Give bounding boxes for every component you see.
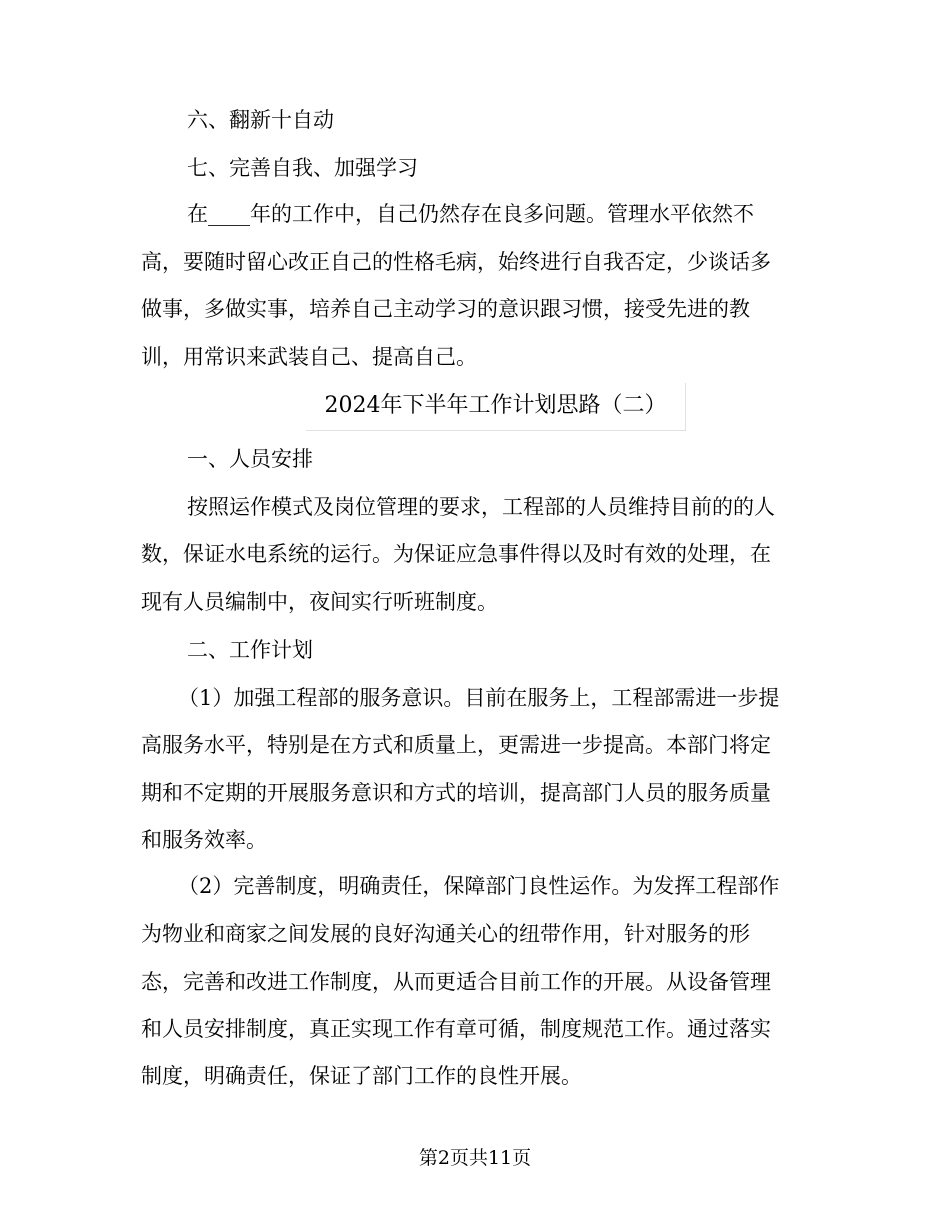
work-plan-item2-line: 为物业和商家之间发展的良好沟通关心的纽带作用，针对服务的形 [141, 922, 750, 946]
work-plan-item1-line: 高服务水平，特别是在方式和质量上，更需进一步提高。本部门将定 [141, 733, 771, 757]
work-plan-item1-line: 和服务效率。 [141, 828, 267, 852]
work-plan-item1-line: （1）加强工程部的服务意识。目前在服务上，工程部需进一步提 [178, 686, 780, 710]
work-plan-item2-line: 和人员安排制度，真正实现工作有章可循，制度规范工作。通过落实 [141, 1017, 771, 1041]
work-plan-item2-line: 制度，明确责任，保证了部门工作的良性开展。 [141, 1064, 582, 1088]
work-plan-item2-line: 态，完善和改进工作制度，从而更适合目前工作的开展。从设备管理 [141, 970, 771, 994]
personnel-line: 数，保证水电系统的运行。为保证应急事件得以及时有效的处理，在 [141, 542, 771, 566]
reflection-line: 在____年的工作中，自己仍然存在良多问题。管理水平依然不 [187, 202, 754, 226]
personnel-heading: 一、人员安排 [187, 447, 313, 471]
reflection-line: 高，要随时留心改正自己的性格毛病，始终进行自我否定，少谈话多 [141, 250, 771, 274]
work-plan-item2-line: （2）完善制度，明确责任，保障部门良性运作。为发挥工程部作 [178, 874, 780, 898]
reflection-line: 做事，多做实事，培养自己主动学习的意识跟习惯，接受先进的教 [141, 297, 750, 321]
section-six-heading: 六、翻新十自动 [187, 108, 334, 132]
work-plan-heading: 二、工作计划 [187, 638, 313, 662]
reflection-line: 训，用常识来武装自己、提高自己。 [141, 345, 477, 369]
page-number-footer: 第2页共11页 [418, 1147, 532, 1169]
personnel-line: 现有人员编制中，夜间实行听班制度。 [141, 590, 498, 614]
personnel-line: 按照运作模式及岗位管理的要求，工程部的人员维持目前的的人 [187, 495, 775, 519]
section-seven-heading: 七、完善自我、加强学习 [187, 156, 418, 180]
work-plan-item1-line: 期和不定期的开展服务意识和方式的培训，提高部门人员的服务质量 [141, 781, 771, 805]
document-title: 2024年下半年工作计划思路（二） [306, 383, 686, 431]
